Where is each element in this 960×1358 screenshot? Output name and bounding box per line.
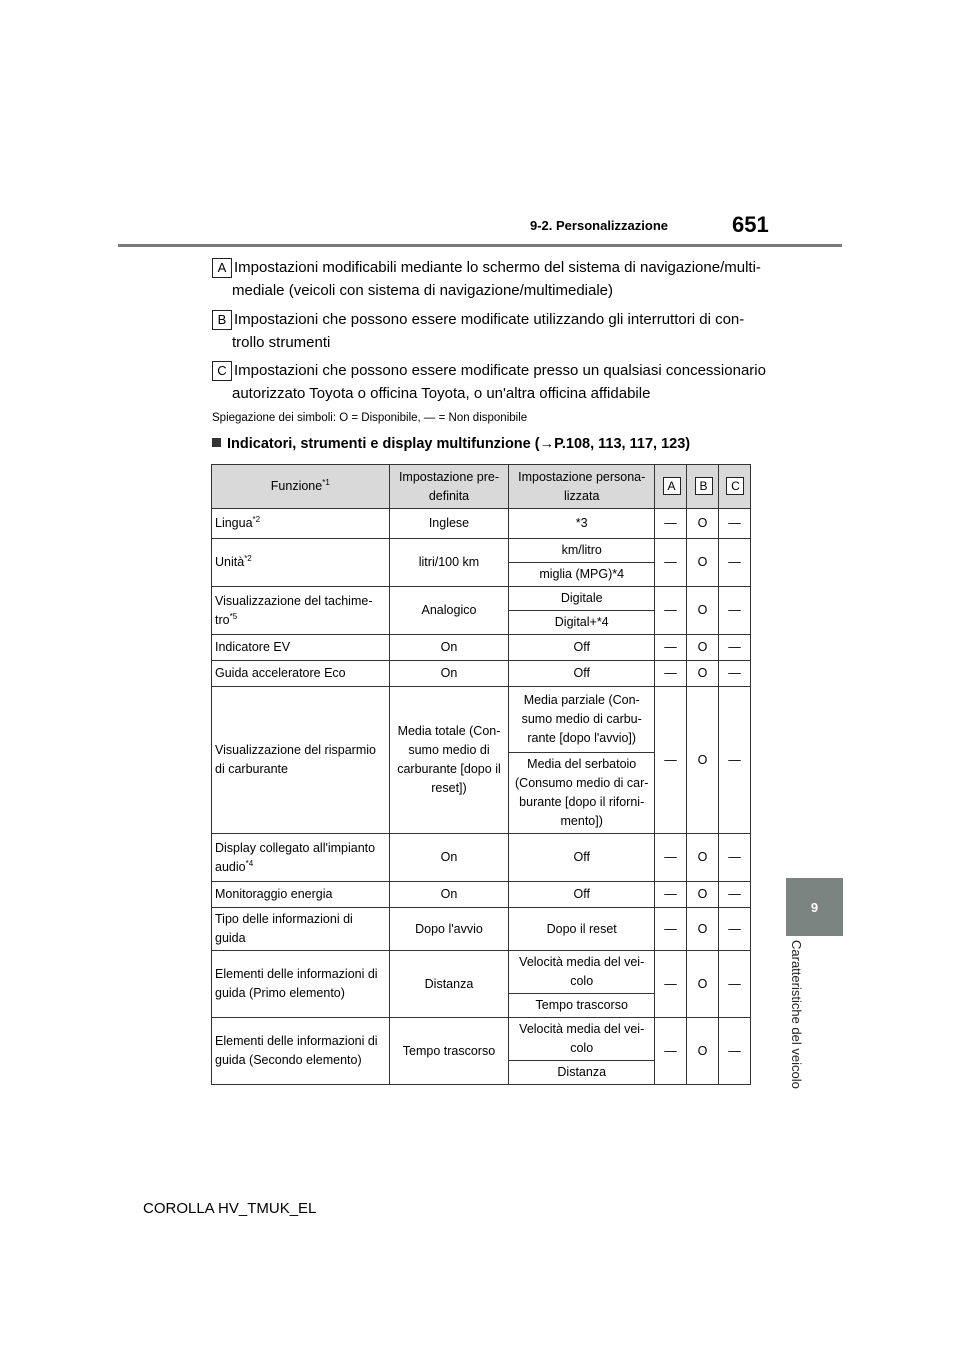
- cell-funzione-text: Indicatore EV: [215, 640, 291, 654]
- header-funzione-text: Funzione: [270, 479, 323, 493]
- table-row: [212, 687, 751, 753]
- cell-funzione-text: Visualizzazione del risparmio di carburante: [215, 743, 376, 776]
- section-title: 9-2. Personalizzazione: [530, 218, 668, 233]
- cell-funzione: [212, 661, 390, 687]
- legend-line-1: Impostazioni che possono essere modificate utilizzando gli interruttori di con-: [234, 311, 745, 328]
- chapter-tab-number: 9: [786, 878, 843, 936]
- cell-funzione-text: Display collegato all'impianto audio: [215, 840, 376, 874]
- legend-line-2: trollo strumenti: [232, 334, 331, 351]
- cell-custom: Off: [509, 834, 655, 882]
- header-custom: Impostazione persona-lizzata: [509, 465, 655, 509]
- cell-default: litri/100 km: [389, 539, 509, 587]
- cell-b: O: [687, 661, 719, 687]
- chapter-tab-label-text: Caratteristiche del veicolo: [789, 940, 804, 1089]
- cell-b: O: [687, 951, 719, 1018]
- header-c: [718, 465, 750, 509]
- cell-custom: Tempo trascorso: [509, 994, 655, 1018]
- cell-b: O: [687, 1018, 719, 1085]
- cell-b: O: [687, 635, 719, 661]
- legend-line-1: Impostazioni che possono essere modificate presso un qualsiasi concessionario: [234, 362, 766, 379]
- cell-a: —: [655, 635, 687, 661]
- table-body: [212, 509, 751, 1085]
- cell-c: —: [718, 951, 750, 1018]
- cell-funzione: [212, 908, 390, 951]
- header-b-box: B: [695, 477, 713, 495]
- cell-c: —: [718, 834, 750, 882]
- table-header-row: [212, 465, 751, 509]
- cell-c: —: [718, 587, 750, 635]
- cell-funzione-text: Elementi delle informazioni di guida (Primo elemento): [215, 967, 378, 1000]
- cell-default: Inglese: [389, 509, 509, 539]
- legend-line-2: mediale (veicoli con sistema di navigazione/multimediale): [232, 282, 614, 299]
- cell-funzione: [212, 539, 390, 587]
- cell-a: —: [655, 908, 687, 951]
- cell-funzione: [212, 882, 390, 908]
- cell-default: On: [389, 882, 509, 908]
- cell-funzione-sup: *5: [229, 611, 238, 621]
- section-heading: [212, 436, 690, 452]
- cell-funzione: [212, 635, 390, 661]
- cell-default: On: [389, 661, 509, 687]
- cell-c: —: [718, 509, 750, 539]
- cell-funzione: [212, 687, 390, 834]
- header-rule: [118, 244, 842, 247]
- cell-b: O: [687, 908, 719, 951]
- legend-item-c: [212, 359, 772, 405]
- cell-funzione-text: Elementi delle informazioni di guida (Secondo elemento): [215, 1034, 378, 1067]
- cell-default: On: [389, 834, 509, 882]
- cell-a: —: [655, 834, 687, 882]
- cell-a: —: [655, 1018, 687, 1085]
- table-row: [212, 834, 751, 882]
- cell-c: —: [718, 661, 750, 687]
- cell-custom: km/litro: [509, 539, 655, 563]
- cell-custom: Off: [509, 661, 655, 687]
- header-funzione: [212, 465, 390, 509]
- header-c-box: C: [726, 477, 744, 495]
- section-heading-text: Indicatori, strumenti e display multifunzione (→P.108, 113, 117, 123): [227, 436, 691, 452]
- cell-b: O: [687, 834, 719, 882]
- table-row: [212, 539, 751, 563]
- cell-custom: Velocità media del vei-colo: [509, 951, 655, 994]
- cell-default: On: [389, 635, 509, 661]
- legend-line-1: Impostazioni modificabili mediante lo schermo del sistema di navigazione/multi-: [234, 259, 761, 276]
- cell-default: Tempo trascorso: [389, 1018, 509, 1085]
- table-row: [212, 635, 751, 661]
- footer-model: COROLLA HV_TMUK_EL: [143, 1200, 317, 1217]
- cell-default: Dopo l'avvio: [389, 908, 509, 951]
- cell-b: O: [687, 587, 719, 635]
- cell-custom: *3: [509, 509, 655, 539]
- cell-a: —: [655, 882, 687, 908]
- cell-custom: Velocità media del vei-colo: [509, 1018, 655, 1061]
- cell-funzione: [212, 951, 390, 1018]
- header-funzione-sup: *1: [322, 477, 330, 487]
- header-b: [687, 465, 719, 509]
- cell-funzione-text: Monitoraggio energia: [215, 887, 333, 901]
- cell-custom: miglia (MPG)*4: [509, 563, 655, 587]
- cell-b: O: [687, 687, 719, 834]
- legend-item-a: [212, 256, 772, 302]
- cell-a: —: [655, 539, 687, 587]
- cell-custom: Off: [509, 882, 655, 908]
- cell-c: —: [718, 687, 750, 834]
- cell-a: —: [655, 687, 687, 834]
- cell-custom: Media parziale (Con-sumo medio di carbu-rante [dopo l'avvio]): [509, 687, 655, 753]
- cell-c: —: [718, 635, 750, 661]
- cell-funzione: [212, 834, 390, 882]
- cell-funzione: [212, 1018, 390, 1085]
- legend-key-a: A: [212, 258, 232, 278]
- cell-custom: Digital+*4: [509, 611, 655, 635]
- cell-b: O: [687, 509, 719, 539]
- table-row: [212, 587, 751, 611]
- cell-default: Analogico: [389, 587, 509, 635]
- cell-custom: Distanza: [509, 1061, 655, 1085]
- cell-custom: Media del serbatoio (Consumo medio di car-burante [dopo il riforni-mento]): [509, 753, 655, 834]
- cell-custom: Off: [509, 635, 655, 661]
- legend-line-2: autorizzato Toyota o officina Toyota, o un'altra officina affidabile: [232, 385, 651, 402]
- table-row: [212, 509, 751, 539]
- header-a: [655, 465, 687, 509]
- cell-c: —: [718, 908, 750, 951]
- cell-funzione-text: Lingua: [215, 516, 253, 530]
- header-default: Impostazione pre-definita: [389, 465, 509, 509]
- symbols-note: Spiegazione dei simboli: O = Disponibile, — = Non disponibile: [212, 412, 528, 424]
- chapter-tab-label: [772, 940, 822, 1110]
- cell-b: O: [687, 882, 719, 908]
- cell-a: —: [655, 509, 687, 539]
- cell-c: —: [718, 882, 750, 908]
- cell-funzione-sup: *2: [252, 514, 261, 524]
- settings-table: [211, 464, 751, 1085]
- cell-a: —: [655, 587, 687, 635]
- cell-funzione-text: Guida acceleratore Eco: [215, 666, 346, 680]
- legend-item-b: [212, 308, 772, 354]
- cell-funzione-text: Visualizzazione del tachime-tro: [215, 593, 373, 627]
- page-number: 651: [732, 212, 769, 237]
- cell-funzione: [212, 509, 390, 539]
- header-a-box: A: [663, 477, 681, 495]
- cell-custom: Digitale: [509, 587, 655, 611]
- cell-default: Distanza: [389, 951, 509, 1018]
- table-row: [212, 661, 751, 687]
- legend-key-b: B: [212, 310, 232, 330]
- cell-funzione-sup: *4: [245, 858, 254, 868]
- square-bullet-icon: [212, 438, 221, 447]
- table-row: [212, 951, 751, 994]
- cell-c: —: [718, 1018, 750, 1085]
- cell-c: —: [718, 539, 750, 587]
- cell-funzione-sup: *2: [244, 553, 252, 563]
- table-row: [212, 908, 751, 951]
- cell-funzione: [212, 587, 390, 635]
- cell-funzione-text: Unità: [215, 555, 245, 569]
- cell-custom: Dopo il reset: [509, 908, 655, 951]
- cell-default: Media totale (Con-sumo medio di carburante [dopo il reset]): [389, 687, 509, 834]
- legend-key-c: C: [212, 361, 232, 381]
- table-row: [212, 1018, 751, 1061]
- table-row: [212, 882, 751, 908]
- cell-b: O: [687, 539, 719, 587]
- cell-a: —: [655, 661, 687, 687]
- cell-funzione-text: Tipo delle informazioni di guida: [215, 912, 353, 945]
- cell-a: —: [655, 951, 687, 1018]
